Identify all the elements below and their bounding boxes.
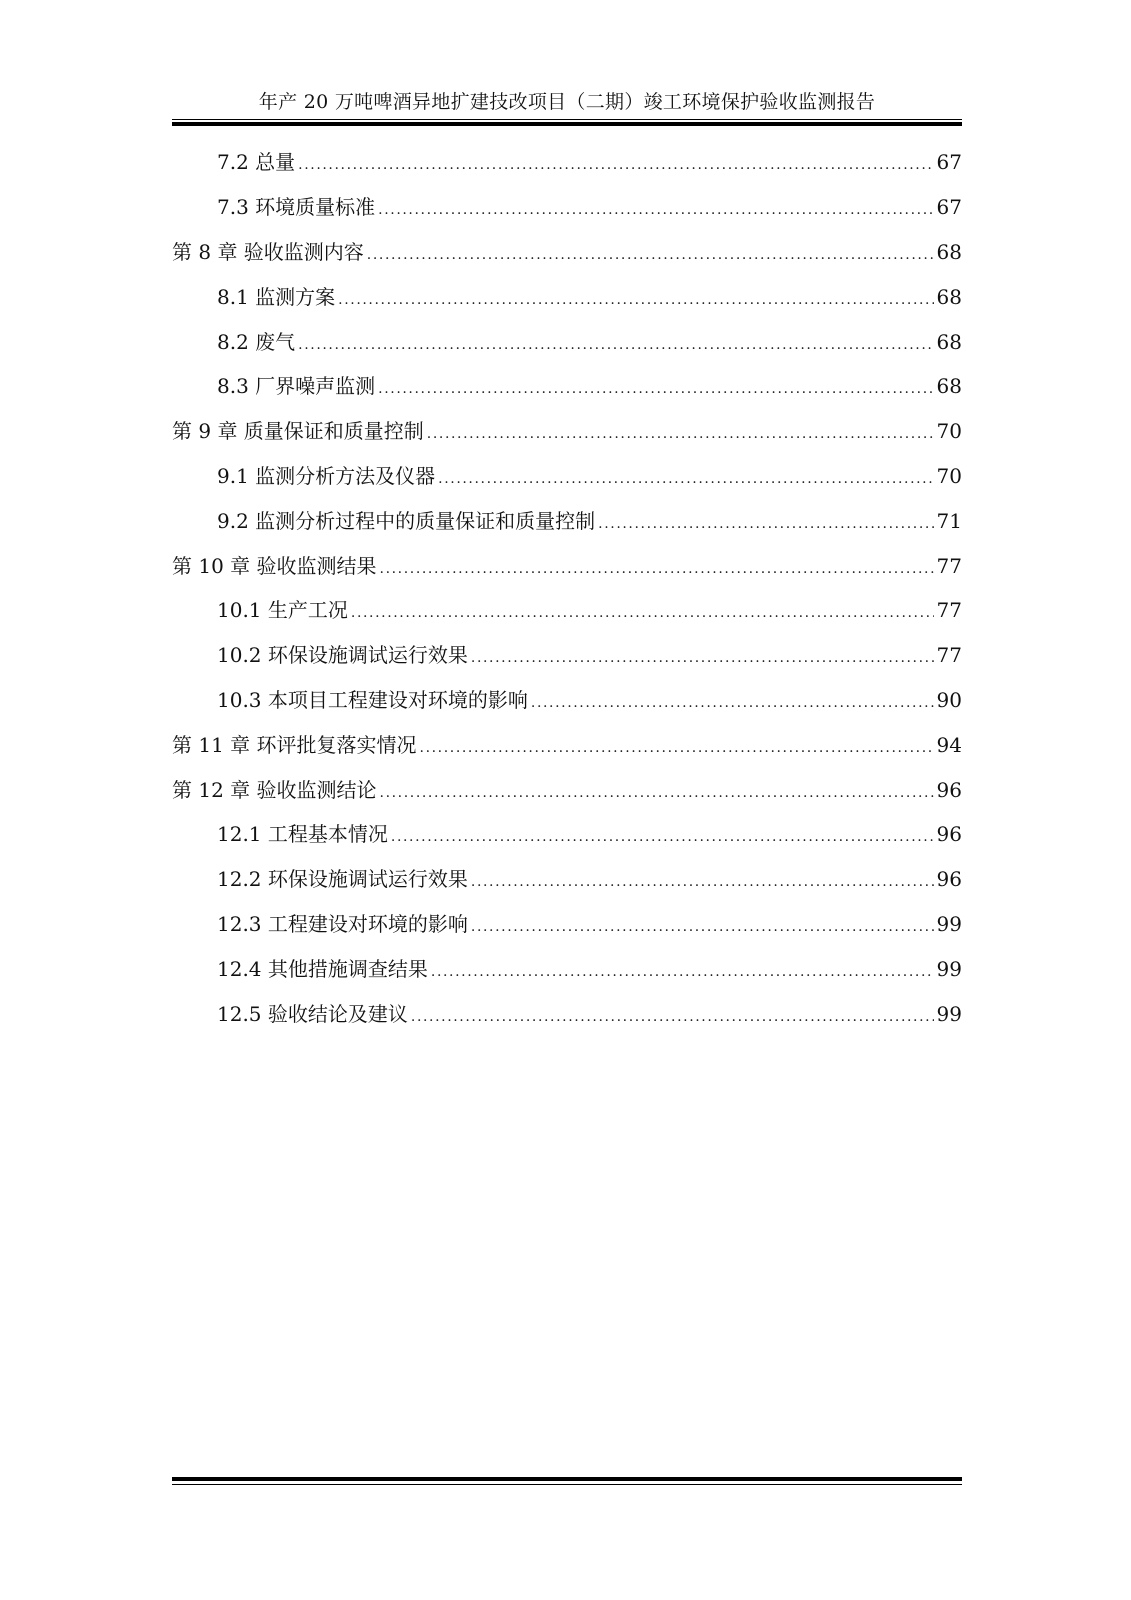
toc-entry-page: 96 — [936, 822, 962, 847]
table-of-contents — [172, 140, 962, 1036]
toc-entry-label: 9.2 监测分析过程中的质量保证和质量控制 — [217, 509, 598, 533]
toc-entry-label: 8.3 厂界噪声监测 — [217, 374, 378, 398]
toc-leader-dots — [351, 601, 934, 625]
toc-entry-page: 96 — [936, 867, 962, 892]
toc-leader-dots — [411, 1005, 934, 1029]
toc-entry-label: 7.2 总量 — [217, 150, 298, 174]
toc-leader-dots — [471, 915, 934, 939]
toc-entry[interactable] — [172, 902, 962, 947]
toc-entry[interactable] — [172, 678, 962, 723]
toc-entry[interactable] — [172, 767, 962, 812]
toc-entry[interactable] — [172, 722, 962, 767]
toc-entry-page: 68 — [936, 284, 962, 309]
toc-leader-dots — [298, 153, 933, 177]
toc-entry-page: 99 — [936, 911, 962, 936]
toc-entry-page: 68 — [936, 374, 962, 399]
toc-leader-dots — [378, 198, 933, 222]
toc-entry-label: 12.3 工程建设对环境的影响 — [217, 912, 471, 936]
toc-entry[interactable] — [172, 454, 962, 499]
toc-entry[interactable] — [172, 140, 962, 185]
toc-entry-label: 7.3 环境质量标准 — [217, 195, 378, 219]
toc-entry-page: 68 — [936, 329, 962, 354]
footer-rule-thin — [172, 1484, 962, 1485]
toc-leader-dots — [531, 691, 934, 715]
toc-leader-dots — [380, 781, 934, 805]
toc-entry-page: 90 — [936, 687, 962, 712]
toc-entry[interactable] — [172, 588, 962, 633]
toc-leader-dots — [367, 243, 934, 267]
toc-leader-dots — [598, 512, 933, 536]
toc-entry[interactable] — [172, 857, 962, 902]
toc-entry-label: 10.1 生产工况 — [217, 598, 351, 622]
toc-entry-label: 第 10 章 验收监测结果 — [172, 554, 380, 578]
toc-entry[interactable] — [172, 274, 962, 319]
toc-entry-page: 77 — [936, 553, 962, 578]
toc-leader-dots — [420, 736, 934, 760]
toc-entry-label: 第 12 章 验收监测结论 — [172, 778, 380, 802]
toc-entry-page: 67 — [936, 195, 962, 220]
footer-rule-thick — [172, 1477, 962, 1481]
toc-leader-dots — [471, 870, 934, 894]
toc-entry-page: 99 — [936, 1001, 962, 1026]
toc-entry-label: 9.1 监测分析方法及仪器 — [217, 464, 438, 488]
toc-entry-label: 8.2 废气 — [217, 330, 298, 354]
toc-leader-dots — [338, 288, 933, 312]
toc-entry[interactable] — [172, 230, 962, 275]
toc-entry-page: 77 — [936, 598, 962, 623]
toc-entry-page: 67 — [936, 150, 962, 175]
toc-leader-dots — [378, 377, 933, 401]
toc-entry-label: 10.2 环保设施调试运行效果 — [217, 643, 471, 667]
toc-entry-page: 96 — [936, 777, 962, 802]
toc-leader-dots — [380, 557, 934, 581]
toc-entry-label: 第 11 章 环评批复落实情况 — [172, 733, 420, 757]
toc-entry-label: 10.3 本项目工程建设对环境的影响 — [217, 688, 531, 712]
toc-entry-label: 第 8 章 验收监测内容 — [172, 240, 367, 264]
toc-entry-page: 77 — [936, 643, 962, 668]
toc-entry-page: 68 — [936, 239, 962, 264]
toc-entry[interactable] — [172, 498, 962, 543]
toc-leader-dots — [391, 825, 934, 849]
header-rule-thick — [172, 122, 962, 126]
toc-entry-page: 71 — [936, 508, 962, 533]
toc-entry[interactable] — [172, 991, 962, 1036]
toc-entry-page: 70 — [936, 463, 962, 488]
toc-leader-dots — [298, 333, 933, 357]
toc-entry-page: 99 — [936, 956, 962, 981]
toc-entry-label: 12.4 其他措施调查结果 — [217, 957, 431, 981]
report-title: 年产 20 万吨啤酒异地扩建技改项目（二期）竣工环境保护验收监测报告 — [258, 91, 876, 113]
header-rule-thin — [172, 119, 962, 120]
toc-entry-page: 70 — [936, 419, 962, 444]
toc-entry[interactable] — [172, 409, 962, 454]
toc-entry[interactable] — [172, 812, 962, 857]
toc-entry[interactable] — [172, 633, 962, 678]
toc-leader-dots — [431, 960, 934, 984]
toc-entry-label: 第 9 章 质量保证和质量控制 — [172, 419, 427, 443]
toc-entry-label: 12.5 验收结论及建议 — [217, 1002, 411, 1026]
toc-entry-label: 12.1 工程基本情况 — [217, 822, 391, 846]
toc-entry[interactable] — [172, 185, 962, 230]
toc-leader-dots — [427, 422, 934, 446]
toc-entry-label: 12.2 环保设施调试运行效果 — [217, 867, 471, 891]
toc-entry[interactable] — [172, 364, 962, 409]
toc-entry-label: 8.1 监测方案 — [217, 285, 338, 309]
toc-entry[interactable] — [172, 319, 962, 364]
toc-entry[interactable] — [172, 543, 962, 588]
toc-entry-page: 94 — [936, 732, 962, 757]
toc-entry[interactable] — [172, 946, 962, 991]
toc-leader-dots — [471, 646, 934, 670]
toc-leader-dots — [438, 467, 933, 491]
